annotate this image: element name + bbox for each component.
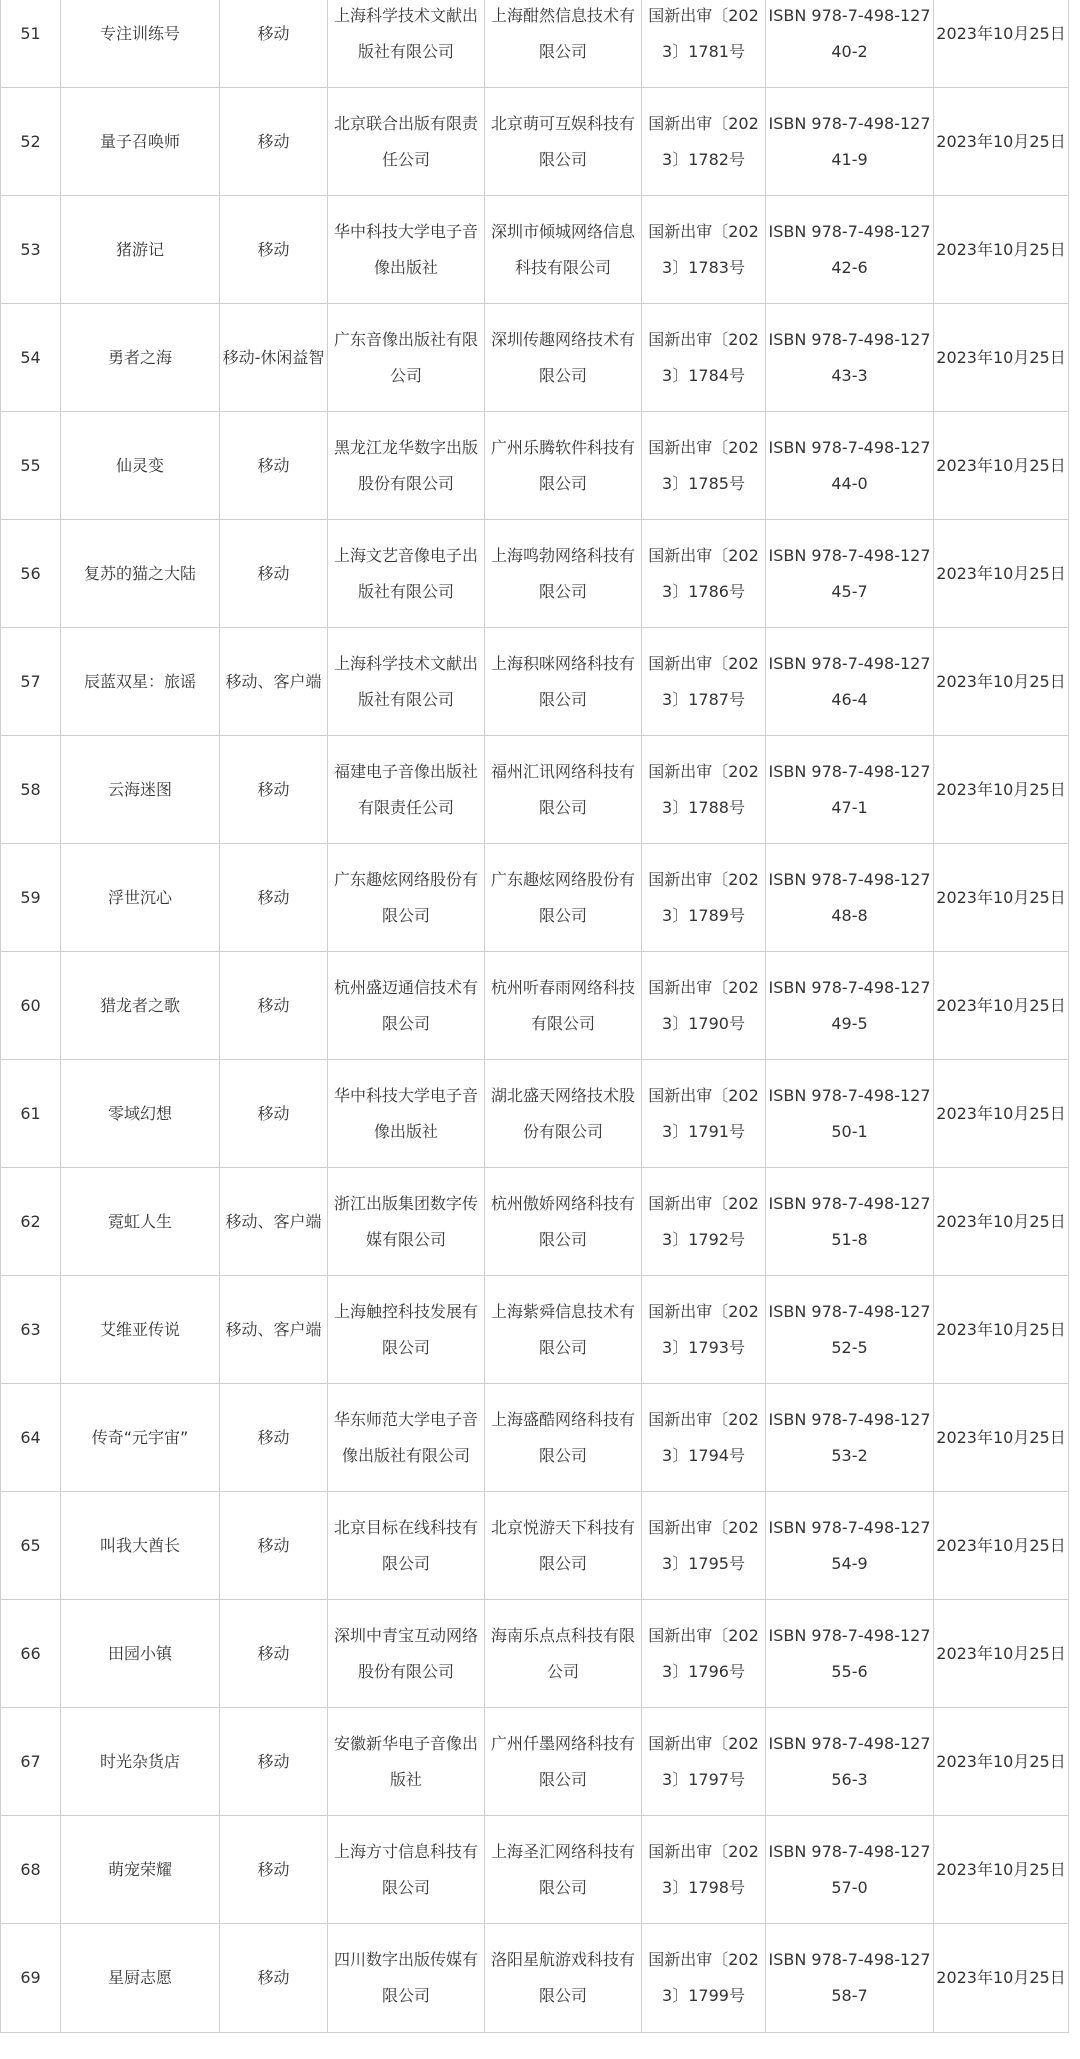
approval-date-cell: 2023年10月25日 [934, 1924, 1069, 2033]
table-row [1, 196, 1069, 304]
game-name-cell: 复苏的猫之大陆 [61, 520, 220, 628]
isbn-cell: ISBN 978-7-498-12740-2 [766, 0, 934, 88]
isbn-cell: ISBN 978-7-498-12752-5 [766, 1276, 934, 1384]
category-cell: 移动 [220, 1060, 328, 1168]
isbn-cell: ISBN 978-7-498-12745-7 [766, 520, 934, 628]
game-name-cell: 云海迷图 [61, 736, 220, 844]
table-row [1, 1600, 1069, 1708]
operator-cell: 福州汇讯网络科技有限公司 [485, 736, 642, 844]
publisher-cell: 上海文艺音像电子出版社有限公司 [328, 520, 485, 628]
isbn-cell: ISBN 978-7-498-12757-0 [766, 1816, 934, 1924]
row-number-cell: 69 [1, 1924, 61, 2033]
approval-number-cell: 国新出审〔2023〕1784号 [642, 304, 766, 412]
category-cell: 移动 [220, 412, 328, 520]
table-row [1, 1816, 1069, 1924]
isbn-cell: ISBN 978-7-498-12746-4 [766, 628, 934, 736]
row-number-cell: 64 [1, 1384, 61, 1492]
isbn-cell: ISBN 978-7-498-12750-1 [766, 1060, 934, 1168]
row-number-cell: 65 [1, 1492, 61, 1600]
category-cell: 移动 [220, 1600, 328, 1708]
isbn-cell: ISBN 978-7-498-12741-9 [766, 88, 934, 196]
category-cell: 移动-休闲益智 [220, 304, 328, 412]
game-name-cell: 艾维亚传说 [61, 1276, 220, 1384]
publisher-cell: 福建电子音像出版社有限责任公司 [328, 736, 485, 844]
approval-date-cell: 2023年10月25日 [934, 304, 1069, 412]
game-name-cell: 浮世沉心 [61, 844, 220, 952]
game-name-cell: 猎龙者之歌 [61, 952, 220, 1060]
game-name-cell: 零域幻想 [61, 1060, 220, 1168]
category-cell: 移动 [220, 1816, 328, 1924]
table-row [1, 952, 1069, 1060]
table-row [1, 1924, 1069, 2033]
category-cell: 移动 [220, 844, 328, 952]
approval-date-cell: 2023年10月25日 [934, 88, 1069, 196]
publisher-cell: 上海科学技术文献出版社有限公司 [328, 0, 485, 88]
category-cell: 移动 [220, 1708, 328, 1816]
row-number-cell: 60 [1, 952, 61, 1060]
approval-number-cell: 国新出审〔2023〕1791号 [642, 1060, 766, 1168]
table-row [1, 628, 1069, 736]
operator-cell: 杭州傲娇网络科技有限公司 [485, 1168, 642, 1276]
approval-number-cell: 国新出审〔2023〕1790号 [642, 952, 766, 1060]
approval-date-cell: 2023年10月25日 [934, 412, 1069, 520]
isbn-cell: ISBN 978-7-498-12748-8 [766, 844, 934, 952]
category-cell: 移动 [220, 1492, 328, 1600]
table-row [1, 520, 1069, 628]
operator-cell: 杭州听春雨网络科技有限公司 [485, 952, 642, 1060]
category-cell: 移动、客户端 [220, 1168, 328, 1276]
approval-number-cell: 国新出审〔2023〕1786号 [642, 520, 766, 628]
operator-cell: 上海积咪网络科技有限公司 [485, 628, 642, 736]
publisher-cell: 北京联合出版有限责任公司 [328, 88, 485, 196]
isbn-cell: ISBN 978-7-498-12755-6 [766, 1600, 934, 1708]
approval-date-cell: 2023年10月25日 [934, 844, 1069, 952]
game-name-cell: 田园小镇 [61, 1600, 220, 1708]
approval-date-cell: 2023年10月25日 [934, 520, 1069, 628]
game-name-cell: 传奇“元宇宙” [61, 1384, 220, 1492]
approval-date-cell: 2023年10月25日 [934, 1492, 1069, 1600]
operator-cell: 上海圣汇网络科技有限公司 [485, 1816, 642, 1924]
publisher-cell: 上海触控科技发展有限公司 [328, 1276, 485, 1384]
row-number-cell: 68 [1, 1816, 61, 1924]
operator-cell: 海南乐点点科技有限公司 [485, 1600, 642, 1708]
table-row [1, 844, 1069, 952]
isbn-cell: ISBN 978-7-498-12742-6 [766, 196, 934, 304]
isbn-cell: ISBN 978-7-498-12758-7 [766, 1924, 934, 2033]
approval-number-cell: 国新出审〔2023〕1789号 [642, 844, 766, 952]
isbn-cell: ISBN 978-7-498-12751-8 [766, 1168, 934, 1276]
table-body [1, 0, 1069, 2033]
table-row [1, 1060, 1069, 1168]
approval-number-cell: 国新出审〔2023〕1797号 [642, 1708, 766, 1816]
approval-number-cell: 国新出审〔2023〕1792号 [642, 1168, 766, 1276]
publisher-cell: 上海方寸信息科技有限公司 [328, 1816, 485, 1924]
row-number-cell: 61 [1, 1060, 61, 1168]
approval-number-cell: 国新出审〔2023〕1796号 [642, 1600, 766, 1708]
approval-date-cell: 2023年10月25日 [934, 1708, 1069, 1816]
row-number-cell: 53 [1, 196, 61, 304]
approval-date-cell: 2023年10月25日 [934, 1060, 1069, 1168]
game-name-cell: 量子召唤师 [61, 88, 220, 196]
row-number-cell: 56 [1, 520, 61, 628]
category-cell: 移动 [220, 1384, 328, 1492]
operator-cell: 北京悦游天下科技有限公司 [485, 1492, 642, 1600]
approval-number-cell: 国新出审〔2023〕1788号 [642, 736, 766, 844]
operator-cell: 上海盛酷网络科技有限公司 [485, 1384, 642, 1492]
publisher-cell: 杭州盛迈通信技术有限公司 [328, 952, 485, 1060]
category-cell: 移动 [220, 88, 328, 196]
row-number-cell: 62 [1, 1168, 61, 1276]
game-name-cell: 专注训练号 [61, 0, 220, 88]
category-cell: 移动 [220, 1924, 328, 2033]
approval-number-cell: 国新出审〔2023〕1785号 [642, 412, 766, 520]
approval-number-cell: 国新出审〔2023〕1798号 [642, 1816, 766, 1924]
publisher-cell: 安徽新华电子音像出版社 [328, 1708, 485, 1816]
game-name-cell: 萌宠荣耀 [61, 1816, 220, 1924]
game-name-cell: 猪游记 [61, 196, 220, 304]
row-number-cell: 67 [1, 1708, 61, 1816]
category-cell: 移动 [220, 196, 328, 304]
game-name-cell: 勇者之海 [61, 304, 220, 412]
operator-cell: 深圳传趣网络技术有限公司 [485, 304, 642, 412]
table-row [1, 1384, 1069, 1492]
approval-date-cell: 2023年10月25日 [934, 628, 1069, 736]
game-name-cell: 辰蓝双星：旅谣 [61, 628, 220, 736]
approval-number-cell: 国新出审〔2023〕1795号 [642, 1492, 766, 1600]
publisher-cell: 广东趣炫网络股份有限公司 [328, 844, 485, 952]
operator-cell: 上海紫舜信息技术有限公司 [485, 1276, 642, 1384]
operator-cell: 广州乐腾软件科技有限公司 [485, 412, 642, 520]
publisher-cell: 华中科技大学电子音像出版社 [328, 1060, 485, 1168]
table-row [1, 1708, 1069, 1816]
approval-number-cell: 国新出审〔2023〕1794号 [642, 1384, 766, 1492]
approval-number-cell: 国新出审〔2023〕1783号 [642, 196, 766, 304]
approval-number-cell: 国新出审〔2023〕1793号 [642, 1276, 766, 1384]
row-number-cell: 66 [1, 1600, 61, 1708]
isbn-cell: ISBN 978-7-498-12744-0 [766, 412, 934, 520]
approval-date-cell: 2023年10月25日 [934, 736, 1069, 844]
row-number-cell: 58 [1, 736, 61, 844]
isbn-cell: ISBN 978-7-498-12749-5 [766, 952, 934, 1060]
publisher-cell: 上海科学技术文献出版社有限公司 [328, 628, 485, 736]
publisher-cell: 华中科技大学电子音像出版社 [328, 196, 485, 304]
approval-date-cell: 2023年10月25日 [934, 952, 1069, 1060]
operator-cell: 湖北盛天网络技术股份有限公司 [485, 1060, 642, 1168]
game-name-cell: 时光杂货店 [61, 1708, 220, 1816]
approval-date-cell: 2023年10月25日 [934, 196, 1069, 304]
approval-date-cell: 2023年10月25日 [934, 1600, 1069, 1708]
row-number-cell: 57 [1, 628, 61, 736]
publisher-cell: 黑龙江龙华数字出版股份有限公司 [328, 412, 485, 520]
row-number-cell: 54 [1, 304, 61, 412]
isbn-cell: ISBN 978-7-498-12743-3 [766, 304, 934, 412]
approval-date-cell: 2023年10月25日 [934, 1384, 1069, 1492]
isbn-cell: ISBN 978-7-498-12753-2 [766, 1384, 934, 1492]
approval-number-cell: 国新出审〔2023〕1781号 [642, 0, 766, 88]
table-row [1, 1276, 1069, 1384]
approval-date-cell: 2023年10月25日 [934, 0, 1069, 88]
approval-date-cell: 2023年10月25日 [934, 1276, 1069, 1384]
table-row [1, 304, 1069, 412]
category-cell: 移动 [220, 0, 328, 88]
isbn-cell: ISBN 978-7-498-12747-1 [766, 736, 934, 844]
operator-cell: 上海鸣勃网络科技有限公司 [485, 520, 642, 628]
table-row [1, 736, 1069, 844]
game-name-cell: 霓虹人生 [61, 1168, 220, 1276]
category-cell: 移动、客户端 [220, 1276, 328, 1384]
game-name-cell: 仙灵变 [61, 412, 220, 520]
table-row [1, 88, 1069, 196]
table-row [1, 1492, 1069, 1600]
game-name-cell: 星厨志愿 [61, 1924, 220, 2033]
approval-date-cell: 2023年10月25日 [934, 1168, 1069, 1276]
isbn-cell: ISBN 978-7-498-12756-3 [766, 1708, 934, 1816]
table-row [1, 412, 1069, 520]
row-number-cell: 52 [1, 88, 61, 196]
category-cell: 移动、客户端 [220, 628, 328, 736]
publisher-cell: 华东师范大学电子音像出版社有限公司 [328, 1384, 485, 1492]
category-cell: 移动 [220, 952, 328, 1060]
operator-cell: 上海酣然信息技术有限公司 [485, 0, 642, 88]
table-row [1, 1168, 1069, 1276]
row-number-cell: 59 [1, 844, 61, 952]
approval-number-cell: 国新出审〔2023〕1782号 [642, 88, 766, 196]
publisher-cell: 浙江出版集团数字传媒有限公司 [328, 1168, 485, 1276]
publisher-cell: 四川数字出版传媒有限公司 [328, 1924, 485, 2033]
game-name-cell: 叫我大酋长 [61, 1492, 220, 1600]
publisher-cell: 深圳中青宝互动网络股份有限公司 [328, 1600, 485, 1708]
table-row [1, 0, 1069, 88]
approval-number-cell: 国新出审〔2023〕1799号 [642, 1924, 766, 2033]
isbn-cell: ISBN 978-7-498-12754-9 [766, 1492, 934, 1600]
operator-cell: 广东趣炫网络股份有限公司 [485, 844, 642, 952]
row-number-cell: 51 [1, 0, 61, 88]
category-cell: 移动 [220, 736, 328, 844]
category-cell: 移动 [220, 520, 328, 628]
publisher-cell: 北京目标在线科技有限公司 [328, 1492, 485, 1600]
approval-number-cell: 国新出审〔2023〕1787号 [642, 628, 766, 736]
operator-cell: 洛阳星航游戏科技有限公司 [485, 1924, 642, 2033]
operator-cell: 北京萌可互娱科技有限公司 [485, 88, 642, 196]
row-number-cell: 55 [1, 412, 61, 520]
row-number-cell: 63 [1, 1276, 61, 1384]
publisher-cell: 广东音像出版社有限公司 [328, 304, 485, 412]
operator-cell: 广州仟墨网络科技有限公司 [485, 1708, 642, 1816]
approval-date-cell: 2023年10月25日 [934, 1816, 1069, 1924]
operator-cell: 深圳市倾城网络信息科技有限公司 [485, 196, 642, 304]
